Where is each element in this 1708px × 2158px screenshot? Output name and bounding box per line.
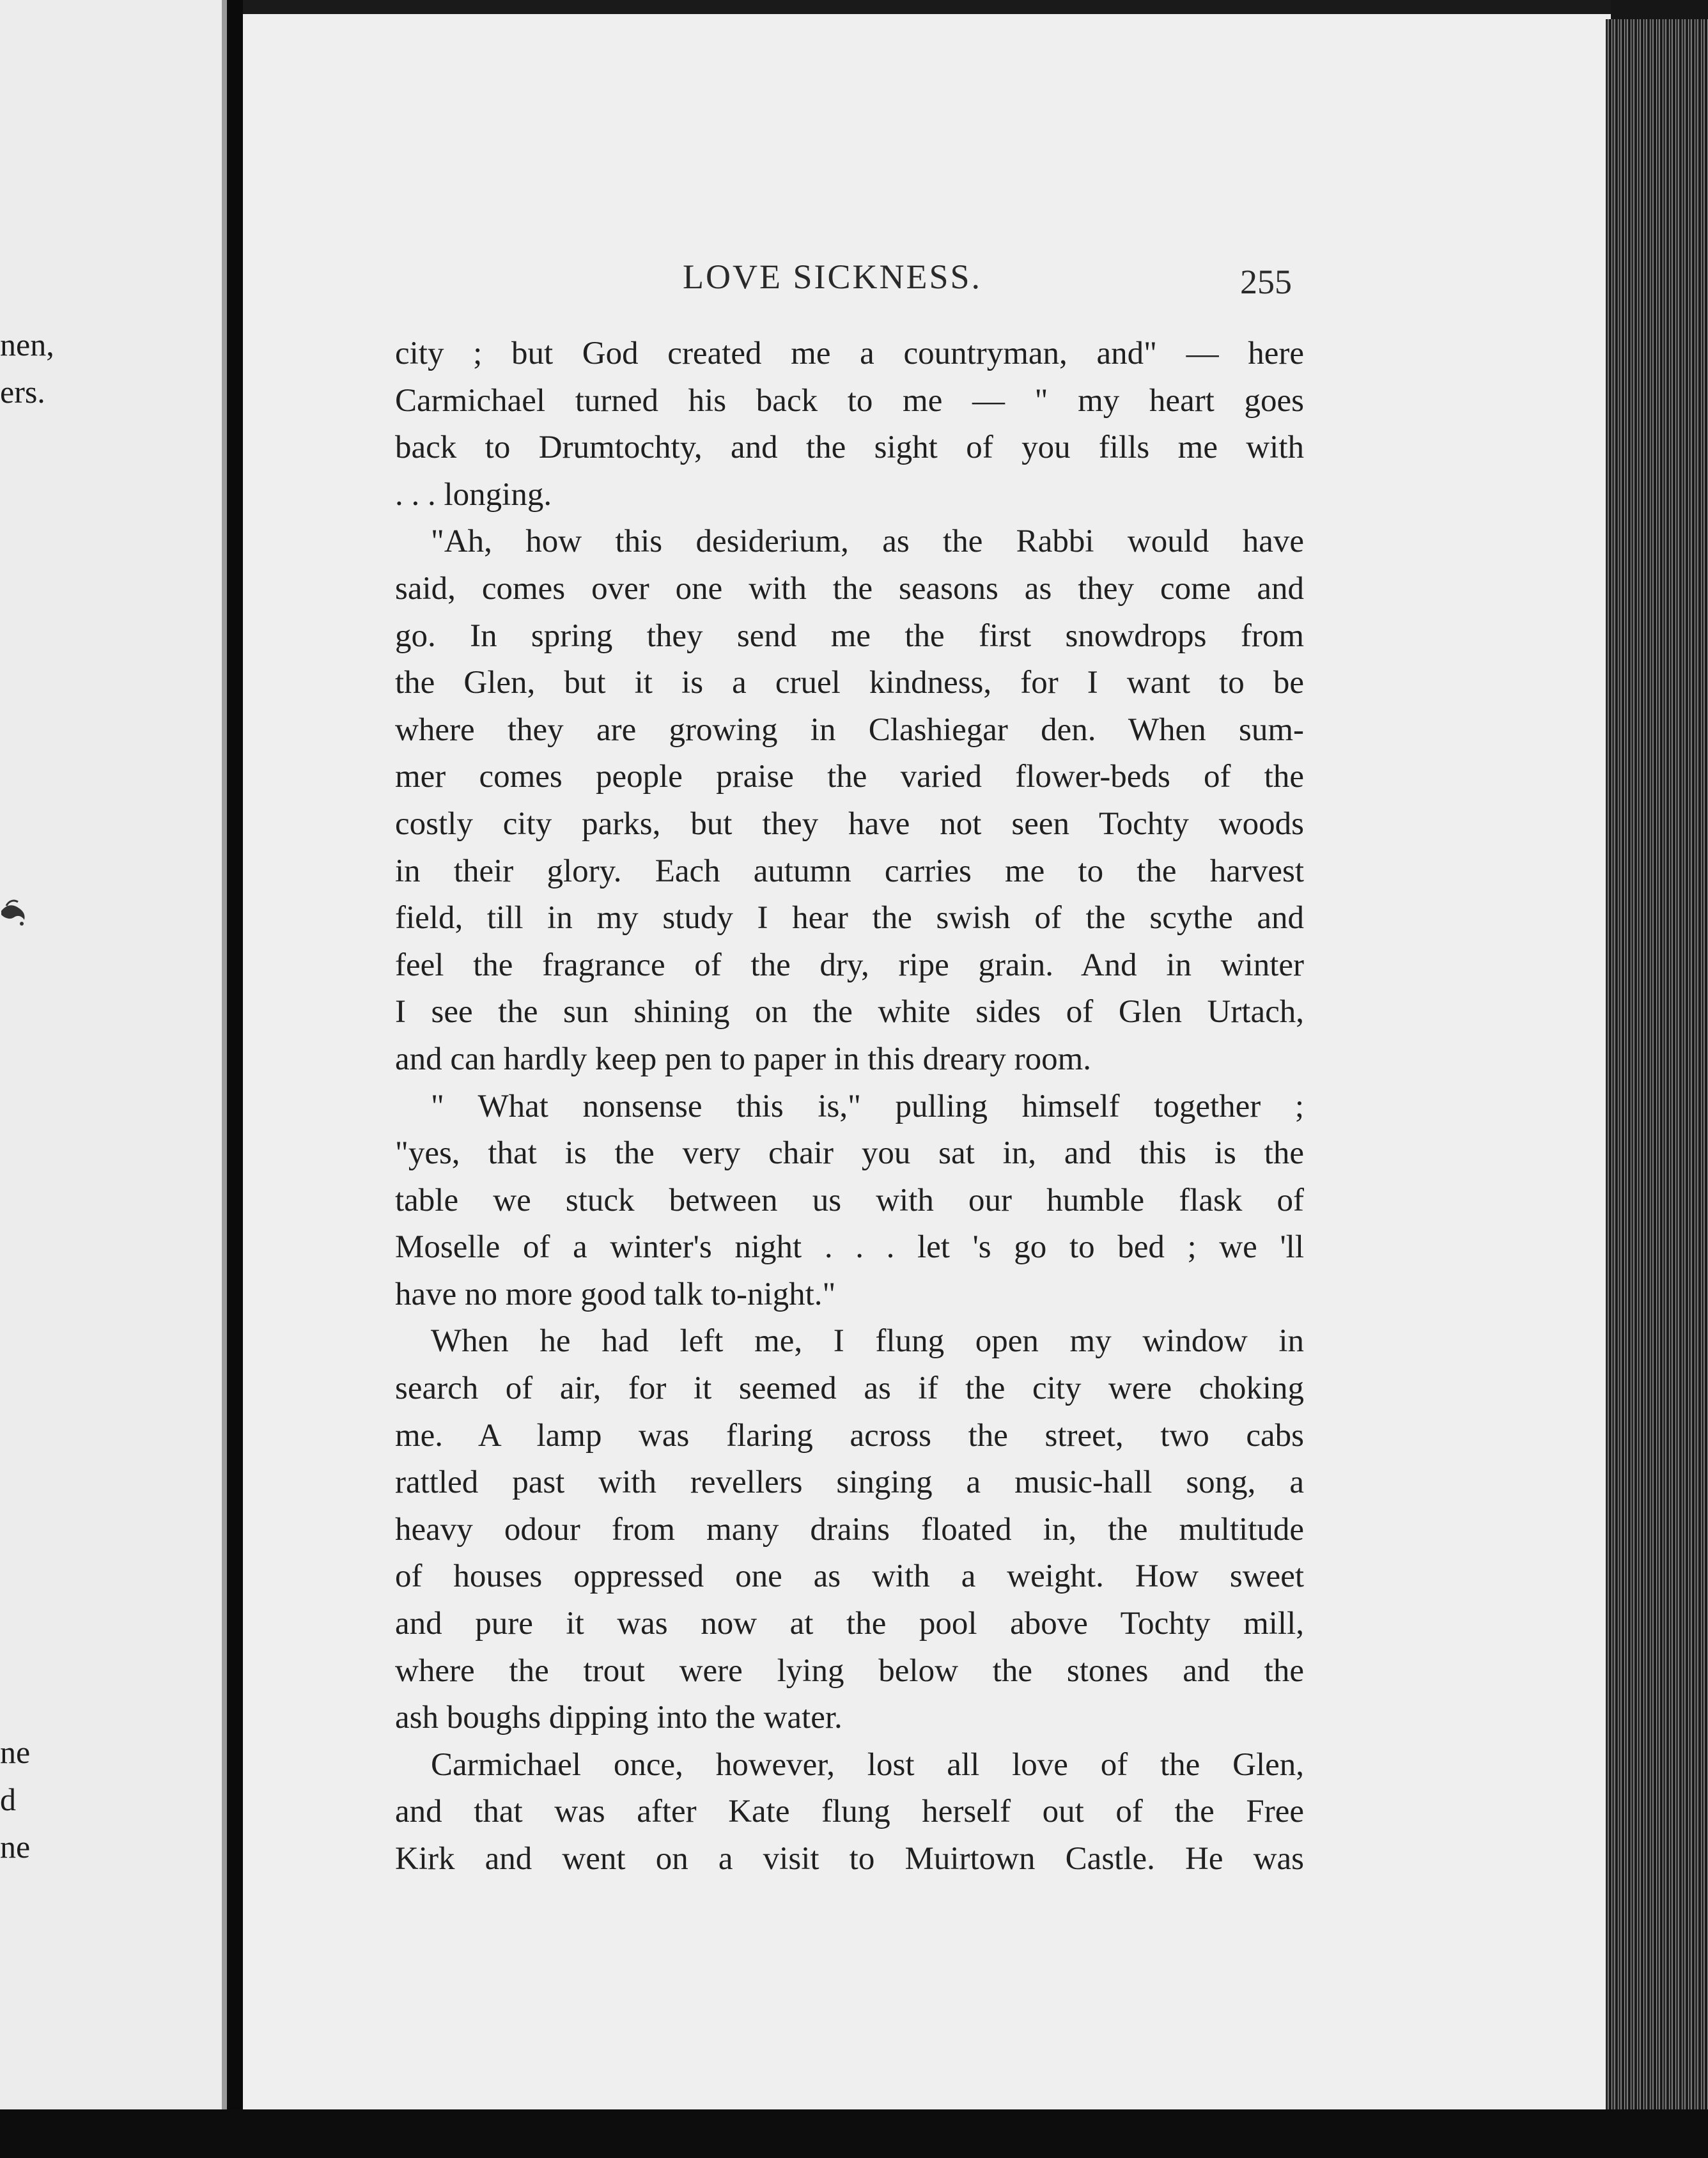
text-line: Carmichael turned his back to me — " my heart goes xyxy=(395,382,1304,419)
text-line: of houses oppressed one as with a weight. How sweet xyxy=(395,1558,1304,1595)
text-line: I see the sun shining on the white sides of Glen Urtach, xyxy=(395,994,1304,1030)
text-line: the Glen, but it is a cruel kindness, for I want to be xyxy=(395,665,1304,701)
text-line: feel the fragrance of the dry, ripe grain. And in winter xyxy=(395,947,1304,983)
text-line: . . . longing. xyxy=(395,476,552,513)
text-line: city ; but God created me a countryman, and" — here xyxy=(395,336,1304,371)
body-text xyxy=(395,330,1304,1883)
text-line: "yes, that is the very chair you sat in, and this is the xyxy=(395,1135,1304,1172)
left-page-fragment: nen, xyxy=(0,327,54,362)
scan-bottom-border xyxy=(0,2109,1708,2158)
text-line: and can hardly keep pen to paper in this dreary room. xyxy=(395,1041,1092,1077)
text-line: mer comes people praise the varied flower-beds of the xyxy=(395,759,1304,795)
text-line: Carmichael once, however, lost all love of the Glen, xyxy=(431,1746,1304,1783)
page-edges xyxy=(1606,19,1708,2129)
text-line: rattled past with revellers singing a music-hall song, a xyxy=(395,1464,1304,1501)
text-line: back to Drumtochty, and the sight of you fills me with xyxy=(395,430,1304,466)
text-line: ash boughs dipping into the water. xyxy=(395,1700,842,1736)
text-line: me. A lamp was flaring across the street, two cabs xyxy=(395,1417,1304,1454)
text-line: Moselle of a winter's night . . . let 's go to bed ; we 'll xyxy=(395,1229,1304,1266)
text-line: Kirk and went on a visit to Muirtown Castle. He was xyxy=(395,1841,1304,1877)
text-line: costly city parks, but they have not seen Tochty woods xyxy=(395,805,1304,842)
left-page-fragment: ne xyxy=(0,1734,31,1770)
text-line: search of air, for it seemed as if the city were choking xyxy=(395,1370,1304,1407)
text-line: heavy odour from many drains floated in, the multitude xyxy=(395,1511,1304,1548)
right-page xyxy=(243,14,1611,2111)
left-page-fragment: d xyxy=(0,1782,16,1817)
left-page-fragment: ers. xyxy=(0,374,45,410)
page-number: 255 xyxy=(1240,263,1292,301)
running-head xyxy=(243,257,1611,302)
text-line: where they are growing in Clashiegar den. When sum- xyxy=(395,711,1304,748)
text-line: said, comes over one with the seasons as they come and xyxy=(395,570,1304,607)
text-line: When he had left me, I flung open my window in xyxy=(431,1323,1304,1360)
left-page-edge xyxy=(222,0,227,2109)
text-line: in their glory. Each autumn carries me to the harvest xyxy=(395,853,1304,889)
text-line: table we stuck between us with our humble flask of xyxy=(395,1182,1304,1218)
flourish-ornament-icon xyxy=(0,892,28,930)
scan-top-border xyxy=(243,0,1611,14)
text-line: go. In spring they send me the first snowdrops from xyxy=(395,617,1304,654)
left-page xyxy=(0,0,227,2109)
text-line: "Ah, how this desiderium, as the Rabbi would have xyxy=(431,524,1304,560)
text-line: and pure it was now at the pool above Tochty mill, xyxy=(395,1606,1304,1642)
book-gutter xyxy=(227,0,245,2158)
text-line: field, till in my study I hear the swish of the scythe and xyxy=(395,900,1304,936)
text-line: and that was after Kate flung herself out of the Free xyxy=(395,1794,1304,1830)
left-page-fragment: ne xyxy=(0,1829,31,1865)
running-title: LOVE SICKNESS. xyxy=(683,258,982,296)
text-line: where the trout were lying below the stones and the xyxy=(395,1652,1304,1689)
text-line: have no more good talk to-night." xyxy=(395,1276,836,1312)
text-line: " What nonsense this is," pulling himself together ; xyxy=(431,1088,1304,1124)
